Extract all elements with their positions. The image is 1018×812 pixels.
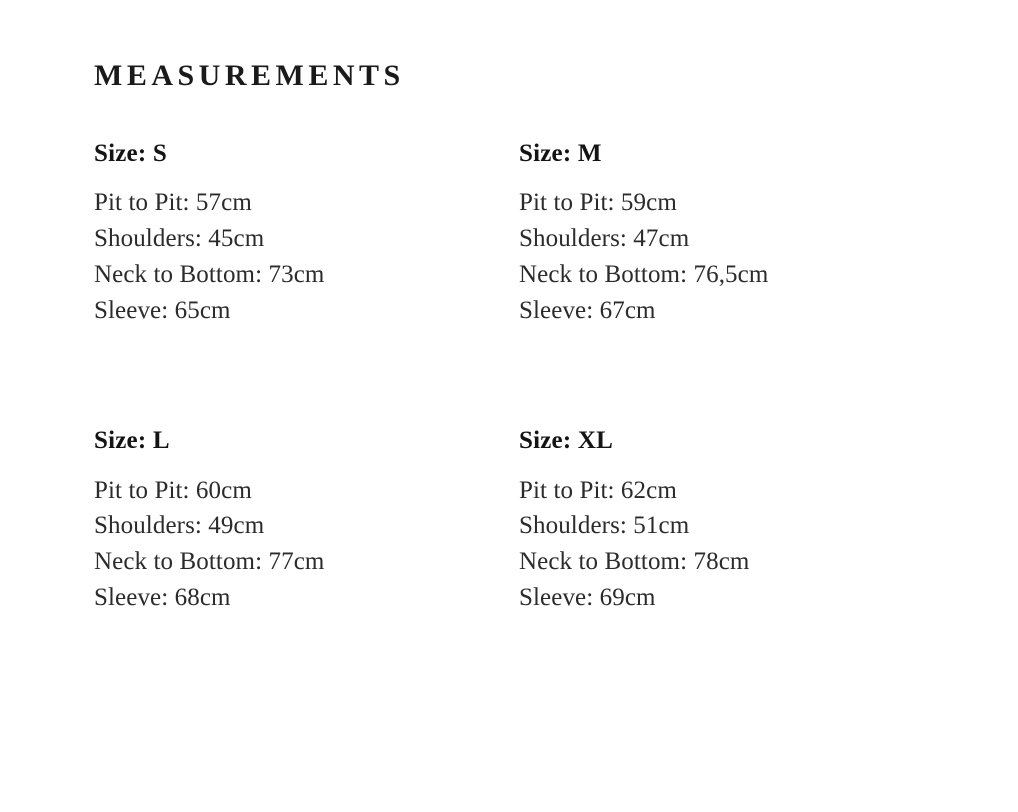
measurement-line: Shoulders: 51cm [519, 512, 690, 540]
size-block-l [94, 425, 519, 615]
size-block-xl [519, 425, 944, 615]
size-heading: Size: S [94, 140, 167, 167]
measurement-line: Pit to Pit: 57cm [94, 189, 252, 217]
size-heading: Size: L [94, 427, 170, 455]
measurement-line: Sleeve: 68cm [94, 583, 231, 611]
measurement-line: Neck to Bottom: 77cm [94, 548, 325, 575]
measurement-line: Pit to Pit: 60cm [94, 476, 252, 504]
size-heading: Size: M [519, 140, 602, 167]
measurement-line: Sleeve: 69cm [519, 583, 656, 611]
measurement-line: Neck to Bottom: 78cm [519, 548, 750, 575]
measurement-line: Shoulders: 49cm [94, 512, 265, 540]
measurement-line: Neck to Bottom: 73cm [94, 260, 325, 288]
size-grid [94, 138, 1018, 616]
measurement-line: Sleeve: 65cm [94, 296, 231, 324]
measurement-line: Pit to Pit: 62cm [519, 476, 677, 504]
measurement-line: Shoulders: 47cm [519, 225, 690, 252]
measurement-line: Sleeve: 67cm [519, 296, 656, 324]
page-title: MEASUREMENTS [94, 59, 405, 92]
size-block-m [519, 138, 944, 328]
size-heading: Size: XL [519, 427, 613, 455]
measurement-line: Pit to Pit: 59cm [519, 189, 677, 217]
measurement-line: Shoulders: 45cm [94, 225, 265, 252]
size-block-s [94, 138, 519, 328]
measurement-line: Neck to Bottom: 76,5cm [519, 260, 769, 288]
